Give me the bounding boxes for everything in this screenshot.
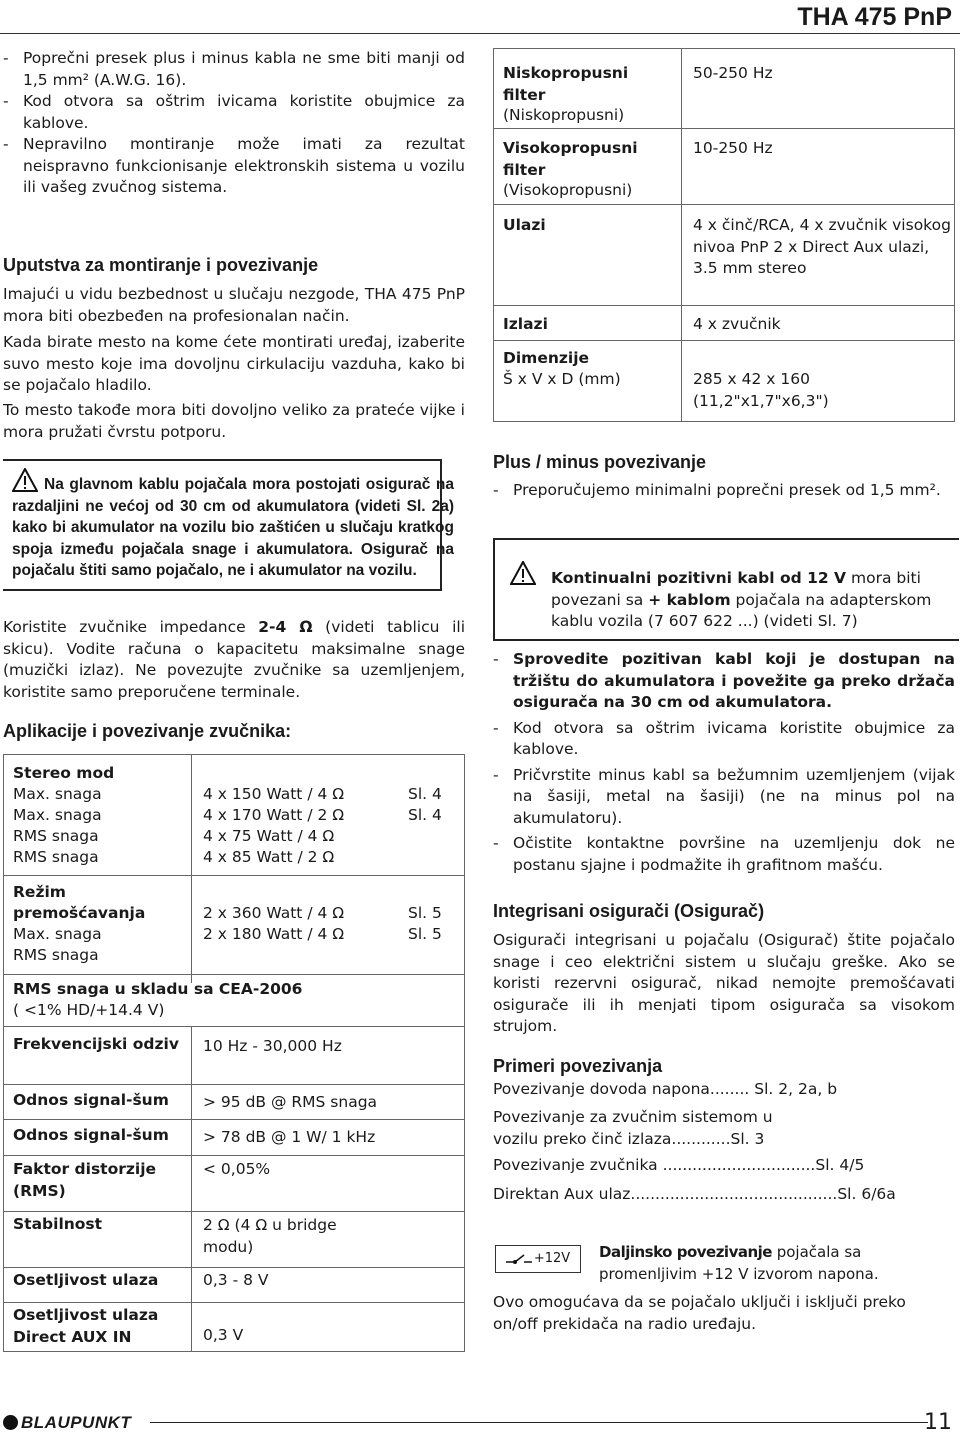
cea-title: RMS snaga u skladu sa CEA-2006 [13,980,303,998]
footer-rule [150,1422,928,1423]
mount-paragraph-2: Kada birate mesto na kome ćete montirati uređaj, izaberite suvo mesto koje ima dovoljnu cirkulaciju vazduha, kako bi se pojačalo hladilo. [3,333,465,394]
row-divider [494,204,954,205]
column-divider [681,49,682,421]
spec-table-right: Niskopropusni filter (Niskopropusni) 50-250 Hz Visokopropusni filter (Visokopropusni) 10-250 Hz Ulazi 4 x činč/RCA, 4 x zvučnik visokog nivoa PnP 2 x Direct Aux ulazi, 3.5 mm stereo Izlazi 4 x zvučnik Dimenzije Š x V x D (mm) 285 x 42 x 160 (11,2"x1,7"x6,3") [493,48,955,422]
warning-text-right: Kontinualni pozitivni kabl od 12 V mora biti povezani sa + kablom pojačala na adapterskom kablu vozila (7 607 622 ...) (videti Sl. 7) [551,569,932,630]
list-item: - Poprečni presek plus i minus kabla ne sme biti manji od 1,5 mm² (A.W.G. 16). [3,49,465,89]
list-item: - Kod otvora sa oštrim ivicama koristite obujmice za kablove. [3,92,465,132]
bridge-title-2: premošćavanja [13,904,146,922]
warning-text: Na glavnom kablu pojačala mora postojati osigurač na razdaljini ne većoj od 30 cm od akumulatora (videti Sl. 2a) kako bi akumulator na vozilu bio zaštićen u slučaju kratkog spoja između pojačala snage i akumulatora. Osigurač na pojačalu štiti samo pojačalo, ne i akumulator na vozilu. [12,476,454,579]
apps-heading: Aplikacije i povezivanje zvučnika: [3,721,292,741]
list-item: Povezivanje zvučnika ...............................Sl. 4/5 [493,1156,865,1174]
page-number: 11 [924,1410,952,1435]
spec-row: RMS snaga 4 x 75 Watt / 4 Ω [13,827,335,845]
row-divider [4,1267,464,1268]
row-divider [4,1302,464,1303]
remote-paragraph: Daljinsko povezivanje pojačala sa promenljivim +12 V izvorom napona. [599,1243,879,1283]
list-item: Direktan Aux ulaz..........................................Sl. 6/6a [493,1185,896,1203]
fuse-paragraph: Osigurači integrisani u pojačalu (Osigurač) štite pojačalo snage i ceo električni sistem u slučaju greške. Ako se koristi rezervni osigurač, nikad nemojte premošćavati osigurače ili ih menjati tipom osigurača sa visokom strujom. [493,931,955,1035]
mount-paragraph-3: To mesto takođe mora biti dovoljno veliko za prateće vijke i mora pružati čvrstu potporu. [3,401,465,441]
list-item: - Očistite kontaktne površine na uzemljenju dok ne postanu sjajne i podmažite ih grafitnom mašću. [493,834,955,874]
spec-row: Max. snaga 4 x 170 Watt / 2 Ω Sl. 4 [13,806,442,824]
remote-icon: +12V [495,1245,581,1273]
row-divider [4,1084,464,1085]
row-divider [494,305,954,306]
list-item: - Sprovedite pozitivan kabl koji je dostupan na tržištu do akumulatora i povežite ga preko držača osigurača na 30 cm od akumulatora. [493,650,955,711]
stereo-title: Stereo mod [13,764,115,782]
mount-heading: Uputstva za montiranje i povezivanje [3,255,319,275]
spec-row: RMS snaga 4 x 85 Watt / 2 Ω [13,848,335,866]
document-title: THA 475 PnP [797,3,952,31]
warning-content [12,468,454,582]
list-item: - Nepravilno montiranje može imati za rezultat neispravno funkcionisanje elektronskih sistema u vozilu ili vašeg zvučnog sistema. [3,135,465,196]
speaker-paragraph: Koristite zvučnike impedance 2-4 Ω (videti tablicu ili skicu). Vodite računa o kapacitetu maksimalne snage (muzički izlaz). Ne povezujte zvučnike sa uzemljenjem, koristite samo preporučene terminale. [3,618,466,701]
list-item: - Preporučujemo minimalni poprečni presek od 1,5 mm². [493,481,941,499]
brand-logo: BLAUPUNKT [3,1412,131,1434]
column-divider [191,1026,192,1352]
bridge-title-1: Režim [13,883,66,901]
row-divider [4,1155,464,1156]
spec-table-left: Stereo mod Max. snaga 4 x 150 Watt / 4 Ω Sl. 4 Max. snaga 4 x 170 Watt / 2 Ω Sl. 4 RMS snaga 4 x 75 Watt / 4 Ω RMS snaga 4 x 85 Watt / 2 Ω Režim premošćavanja 2 x 360 Watt / 4 Ω Sl. 5 Max. snaga 2 x 180 Watt / 4 Ω Sl. 5 RMS snaga RMS snaga u skladu sa CEA-2006 ( <1% HD/+14.4 V) Frekvencijski odziv 10 Hz - 30,000 Hz Odnos signal-šum > 95 dB @ RMS snaga Odnos signal-šum > 78 dB @ 1 W/ 1 kHz Faktor distorzije (RMS) < 0,05% Stabilnost 2 Ω (4 Ω u bridge modu) Osetljivost ulaza 0,3 - 8 V Osetljivost ulaza Direct AUX IN 0,3 V [3,754,465,1352]
connection-bullets [493,649,955,876]
switch-icon [506,1252,534,1266]
header-rule [0,33,960,34]
row-divider [4,1026,464,1027]
examples-heading: Primeri povezivanja [493,1056,663,1076]
plus-minus-heading: Plus / minus povezivanje [493,452,707,472]
list-item: Povezivanje dovoda napona........ Sl. 2, 2a, b [493,1080,838,1098]
list-item: Povezivanje za zvučnim sistemom u vozilu preko činč izlaza............Sl. 3 [493,1108,773,1148]
final-paragraph: Ovo omogućava da se pojačalo uključi i isključi preko on/off prekidača na radio uređaju. [493,1293,906,1333]
mount-paragraph-1: Imajući u vidu bezbednost u slučaju nezgode, THA 475 PnP mora biti obezbeđen na profesionalan način. [3,285,465,325]
intro-bullets [3,48,465,199]
row-divider [494,128,954,129]
row-divider [494,340,954,341]
warning-icon [12,468,38,492]
examples-list [493,1079,955,1206]
list-item: - Pričvrstite minus kabl sa bežumnim uzemljenjem (vijak na šasiji, metal na šasiji) (ne na minus pol na akumulatoru). [493,765,955,827]
fuse-heading: Integrisani osigurači (Osigurač) [493,901,765,921]
spec-row: Max. snaga 4 x 150 Watt / 4 Ω Sl. 4 [13,785,442,803]
logo-dot-icon [3,1415,18,1430]
row-divider [4,1119,464,1120]
list-item: - Kod otvora sa oštrim ivicama koristite obujmice za kablove. [493,718,955,758]
row-divider [4,1211,464,1212]
row-divider [4,875,464,876]
warning-icon [510,561,536,585]
stereo-rows [13,784,453,868]
row-divider [4,974,464,975]
cea-subtitle: ( <1% HD/+14.4 V) [13,1001,165,1019]
